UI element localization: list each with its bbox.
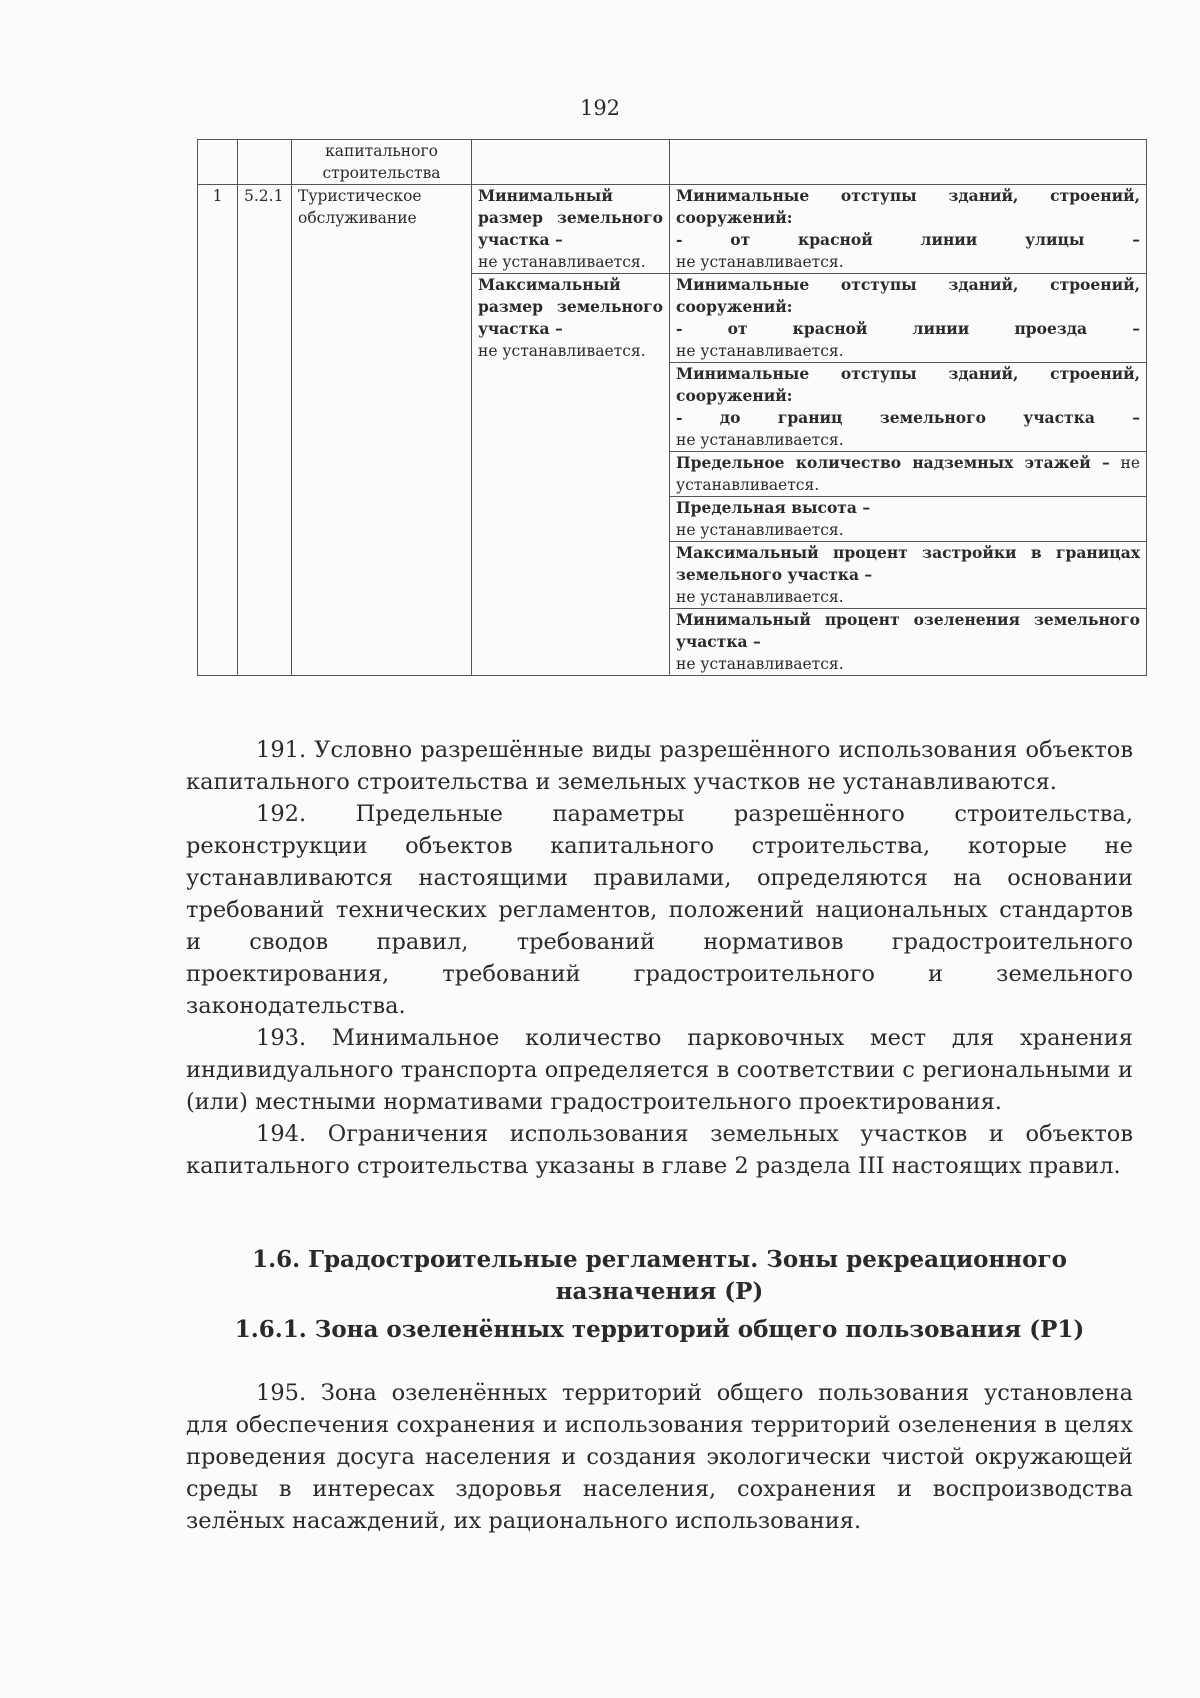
- use-name-cell: Туристическое обслуживание: [292, 185, 472, 676]
- param-value: не устанавливается.: [676, 655, 844, 673]
- param-title: Предельное количество надземных этажей –: [676, 453, 1110, 472]
- table-cell: [472, 140, 670, 185]
- table-cell: [670, 140, 1147, 185]
- row-number-cell: 1: [198, 185, 238, 676]
- param-value: не устанавливается.: [676, 521, 844, 539]
- table-row: [198, 185, 1147, 274]
- use-code-cell: 5.2.1: [238, 185, 292, 676]
- param-title: Минимальные отступы зданий, строений, сооружений:: [676, 275, 1140, 316]
- table-cell: [198, 140, 238, 185]
- paragraph-194: 194. Ограничения использования земельных участков и объектов капитального строительства указаны в главе 2 раздела III настоящих правил.: [186, 1121, 1133, 1179]
- subsection-heading: 1.6.1. Зона озеленённых территорий общего пользования (Р1): [234, 1316, 1085, 1343]
- param-value: не устанавливается.: [676, 431, 844, 449]
- build-param-cell: [670, 452, 1147, 497]
- build-param-cell: [670, 274, 1147, 363]
- param-title: Максимальный размер земельного участка –: [478, 275, 663, 338]
- table-row-continuation: [198, 140, 1147, 185]
- param-value: не устанавливается.: [676, 342, 844, 360]
- build-param-cell: [670, 185, 1147, 274]
- build-param-cell: [670, 497, 1147, 542]
- body-text-section-1: [186, 734, 1133, 1182]
- build-param-cell: [670, 609, 1147, 676]
- param-value: не устанавливается.: [478, 253, 646, 271]
- param-title: Минимальный размер земельного участка –: [478, 186, 663, 249]
- paragraph-192: 192. Предельные параметры разрешённого строительства, реконструкции объектов капитального строительства, которые не устанавливаются настоящими правилами, определяются на основании требований технических регламентов, положений национальных стандартов и сводов правил, требований нормативов градостроительного проектирования, требований градостроительного и земельного законодательства.: [186, 801, 1133, 1019]
- page-number: 192: [579, 96, 621, 120]
- param-sub: - до границ земельного участка –: [676, 408, 1140, 427]
- paragraph-191: 191. Условно разрешённые виды разрешённого использования объектов капитального строительства и земельных участков не устанавливаются.: [186, 737, 1133, 795]
- param-value: не устанавливается.: [676, 253, 844, 271]
- paragraph-195: 195. Зона озеленённых территорий общего пользования установлена для обеспечения сохранения и использования территорий озеленения в целях проведения досуга населения и создания экологически чистой окружающей среды в интересах здоровья населения, сохранения и воспроизводства зелёных насаждений, их рационального использования.: [186, 1380, 1133, 1534]
- param-sub: - от красной линии улицы –: [676, 230, 1140, 249]
- param-sub: - от красной линии проезда –: [676, 319, 1140, 338]
- paragraph-193: 193. Минимальное количество парковочных мест для хранения индивидуального транспорта определяется в соответствии с региональными и (или) местными нормативами градостроительного проектирования.: [186, 1025, 1133, 1115]
- plot-param-cell: [472, 274, 670, 676]
- build-param-cell: [670, 542, 1147, 609]
- plot-param-cell: [472, 185, 670, 274]
- param-title: Минимальные отступы зданий, строений, сооружений:: [676, 186, 1140, 227]
- param-title: Максимальный процент застройки в границах земельного участка –: [676, 543, 1140, 584]
- body-text-section-2: [186, 1377, 1133, 1537]
- param-value: не устанавливается.: [676, 588, 844, 606]
- section-heading: 1.6. Градостроительные регламенты. Зоны рекреационного назначения (Р): [252, 1246, 1067, 1305]
- parameters-table: [197, 139, 1147, 676]
- param-title: Минимальные отступы зданий, строений, сооружений:: [676, 364, 1140, 405]
- param-value: не устанавливается.: [676, 454, 1140, 494]
- table-cell: [238, 140, 292, 185]
- param-value: не устанавливается.: [478, 342, 646, 360]
- param-title: Минимальный процент озеленения земельного участка –: [676, 610, 1140, 651]
- param-title: Предельная высота –: [676, 498, 871, 517]
- build-param-cell: [670, 363, 1147, 452]
- table-cell-use-type-cont: капитального строительства: [292, 140, 472, 185]
